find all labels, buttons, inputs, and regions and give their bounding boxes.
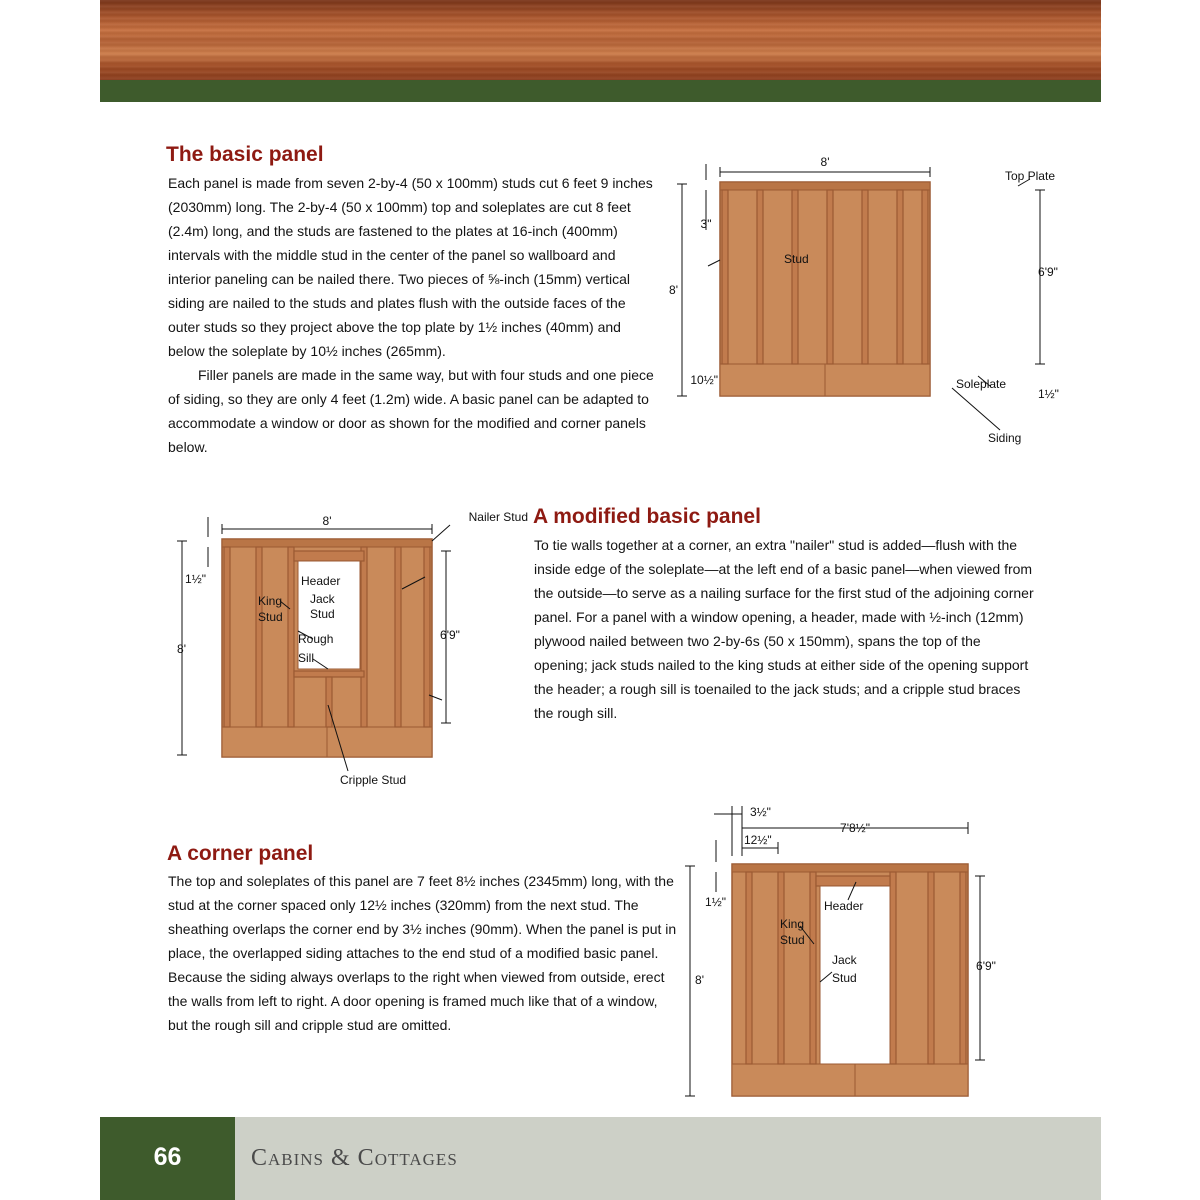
footer-title-block [235, 1117, 1101, 1200]
corner-panel-diagram [680, 800, 1030, 1110]
label-soleplate: Soleplate [956, 377, 1007, 391]
modified-panel-diagram [170, 505, 530, 795]
dim-bottom-left: 10½" [690, 373, 718, 387]
basic-panel-diagram [660, 150, 1060, 460]
label-top-plate: Top Plate [1004, 169, 1055, 183]
label-nailer-stud: Nailer Stud [468, 510, 528, 524]
label-cripple-stud: Cripple Stud [340, 773, 407, 787]
green-header-band [100, 80, 1101, 102]
paragraph: The top and soleplates of this panel are 7 feet 8½ inches (2345mm) long, with the stud at the corner spaced only 12½ inches (320mm) from the next stud. The sheathing overlaps the corner end by 3½ inches (90mm). When the panel is put in place, the overlapped siding attaches to the end stud of a modified basic panel. Because the siding always overlaps to the right when viewed from outside, erect the walls from left to right. A door opening is framed much like that of a window, but the rough sill and cripple stud are omitted. [168, 873, 677, 1033]
dim-top-gap: 1½" [185, 572, 206, 586]
running-title: Cabins & Cottages [251, 1145, 458, 1171]
footer-page-number-block [100, 1117, 235, 1200]
label-rough-sill-2: Sill [298, 651, 315, 665]
label-header: Header [301, 574, 341, 588]
dim-top-gap: 3" [700, 217, 712, 231]
label-king-1: King [780, 917, 805, 931]
dim-spacing: 12½" [744, 833, 772, 847]
label-stud: Stud [784, 252, 809, 266]
dim-width: 8' [820, 155, 830, 169]
label-jack-2: Stud [832, 971, 857, 985]
label-jack-2: Stud [310, 607, 335, 621]
label-king-2: Stud [780, 933, 805, 947]
dim-height: 8' [669, 283, 678, 297]
wood-trim-header [100, 0, 1101, 80]
panel-frame [720, 182, 930, 396]
label-rough-sill-1: Rough [298, 632, 334, 646]
dim-stud-height: 6'9" [976, 959, 996, 973]
section-text-modified-panel [534, 533, 1034, 725]
section-text-basic-panel [168, 171, 656, 459]
dim-bottom-right: 1½" [1038, 387, 1059, 401]
paragraph: Each panel is made from seven 2-by-4 (50 x 100mm) studs cut 6 feet 9 inches (2030mm) long. The 2-by-4 (50 x 100mm) top and soleplates are cut 8 feet (2.4m) long, and the studs are fastened to the plates at 16-inch (400mm) intervals with the middle stud in the center of the panel so wallboard and interior paneling can be nailed there. Two pieces of ⅝-inch (15mm) vertical siding are nailed to the studs and plates flush with the outside faces of the outer studs so they project above the top plate by 1½ inches (40mm) and below the soleplate by 10½ inches (265mm). [168, 175, 653, 359]
paragraph: Filler panels are made in the same way, but with four studs and one piece of siding, so they are only 4 feet (1.2m) wide. A basic panel can be adapted to accommodate a window or door as shown for the modified and corner panels below. [168, 367, 654, 455]
dim-stud-height: 6'9" [1038, 265, 1058, 279]
paragraph: To tie walls together at a corner, an extra "nailer" stud is added—flush with the inside edge of the soleplate—at the left end of a basic panel—when viewed from the outside—to serve as a nailing surface for the first stud of the adjoining corner panel. For a panel with a window opening, a header, made with ½-inch (12mm) plywood nailed between two 2-by-6s (50 x 150mm), spans the top of the opening; jack studs nailed to the king studs at either side of the opening support the header; a rough sill is toenailed to the jack studs; and a cripple stud braces the rough sill. [534, 537, 1034, 721]
label-jack-1: Jack [832, 953, 857, 967]
dim-width: 8' [322, 514, 332, 528]
dim-offset: 3½" [750, 805, 771, 819]
book-page [100, 0, 1101, 1200]
label-header: Header [824, 899, 864, 913]
label-jack-1: Jack [310, 592, 335, 606]
panel-frame [222, 539, 432, 757]
section-heading-corner-panel: A corner panel [167, 842, 314, 865]
section-text-corner-panel [168, 869, 680, 1037]
dim-height: 8' [695, 973, 704, 987]
section-heading-basic-panel: The basic panel [166, 143, 324, 166]
dim-top-gap: 1½" [705, 895, 726, 909]
dim-height: 8' [177, 642, 186, 656]
label-king-1: King [258, 594, 283, 608]
label-siding: Siding [988, 431, 1022, 445]
dim-stud-height: 6'9" [440, 628, 460, 642]
page-number: 66 [153, 1143, 182, 1171]
dim-width: 7'8½" [840, 821, 870, 835]
section-heading-modified-panel: A modified basic panel [533, 505, 761, 528]
label-king-2: Stud [258, 610, 283, 624]
